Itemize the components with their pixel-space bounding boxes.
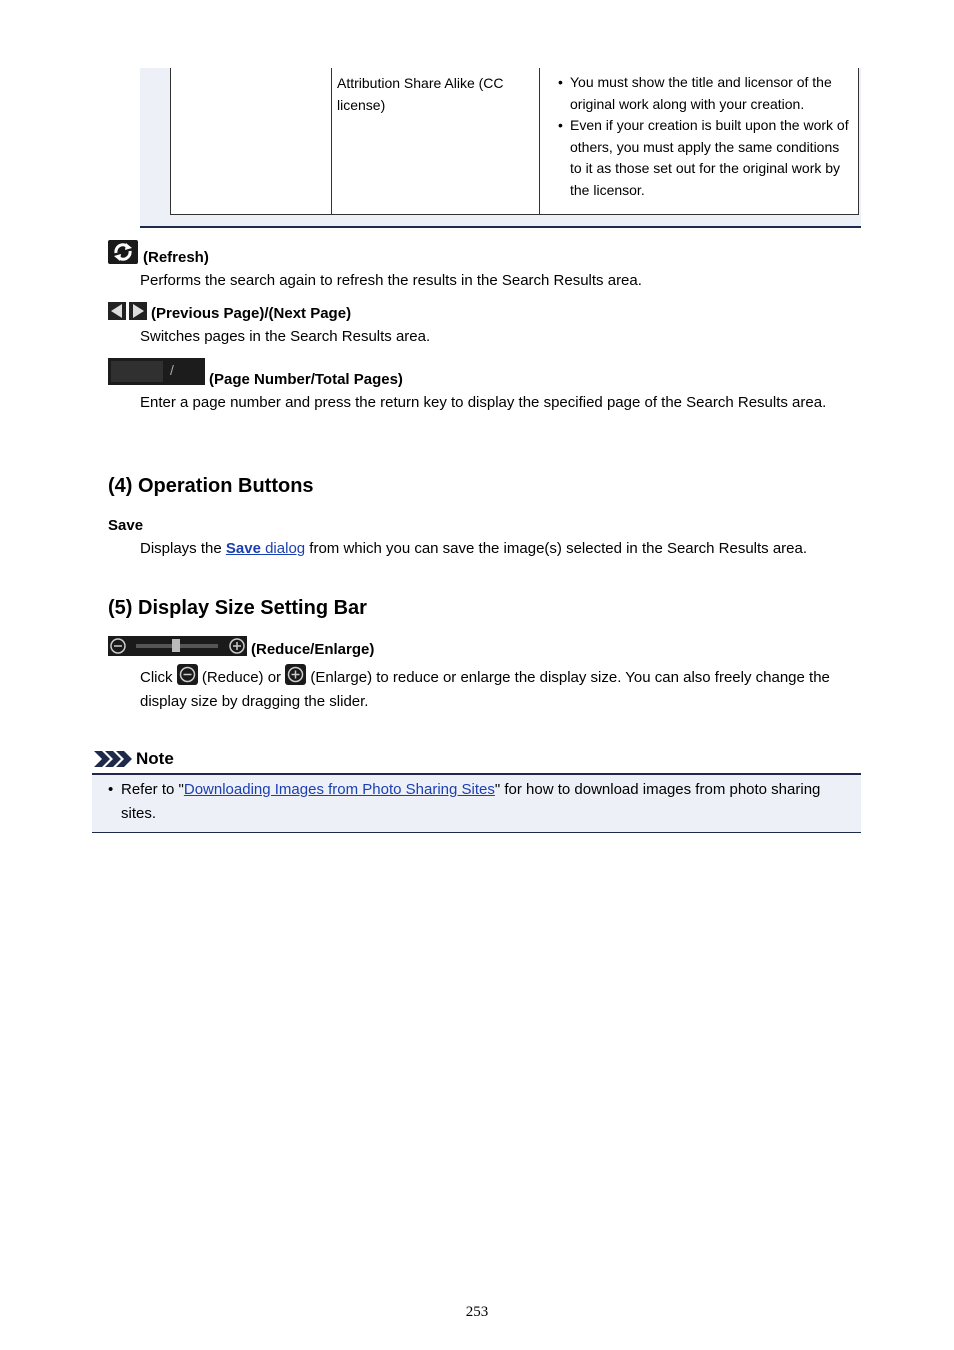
- table-cell-conditions: [540, 68, 858, 214]
- page-number: 253: [465, 1304, 489, 1320]
- save-title: Save: [108, 517, 144, 534]
- note-item: • Refer to "Downloading Images from Photo Sharing Sites" for how to download images from photo sharing sites.: [108, 781, 821, 822]
- note-box: [92, 775, 861, 833]
- reduce-icon: [177, 664, 198, 685]
- list-item: • You must show the title and licensor of the original work along with your creation.: [558, 72, 850, 115]
- conditions-list: [558, 72, 850, 201]
- downloading-images-link[interactable]: Downloading Images from Photo Sharing Sites: [183, 781, 495, 798]
- prevnext-label: (Previous Page)/(Next Page): [151, 305, 352, 322]
- prevnext-description: Switches pages in the Search Results area.: [140, 328, 431, 345]
- table-cell-license: Attribution Share Alike (CC license): [332, 68, 540, 214]
- pagenum-description: Enter a page number and press the return key to display the specified page of the Search Results area.: [140, 394, 827, 411]
- refresh-icon: [108, 240, 138, 264]
- enlarge-icon: [285, 664, 306, 685]
- save-dialog-link[interactable]: Save dialog: [225, 540, 306, 557]
- table-cell-empty: [171, 68, 332, 214]
- page-number-input-graphic: [111, 361, 163, 382]
- list-item: • Even if your creation is built upon the work of others, you must apply the same conditions to it as those set out for the original work by the licensor.: [558, 115, 850, 201]
- save-description: Displays the Save dialog from which you can save the image(s) selected in the Search Results area.: [140, 540, 808, 557]
- page-number-field-icon: [108, 358, 205, 385]
- refresh-label: (Refresh): [143, 249, 209, 266]
- license-table: [170, 68, 859, 215]
- note-header: [92, 746, 861, 774]
- section-heading-display-size: (5) Display Size Setting Bar: [108, 597, 367, 619]
- reduce-enlarge-label: (Reduce/Enlarge): [251, 641, 375, 658]
- reduce-enlarge-description: Click (Reduce) or (Enlarge) to reduce or enlarge the display size. You can also freely change the display size by dragging the slider.: [140, 664, 852, 714]
- note-arrow-icon: [94, 751, 134, 771]
- previous-page-icon: [108, 302, 126, 320]
- page-separator: /: [170, 362, 174, 378]
- section-heading-operation-buttons: (4) Operation Buttons: [108, 475, 314, 497]
- pagenum-label: (Page Number/Total Pages): [209, 371, 403, 388]
- next-page-icon: [129, 302, 147, 320]
- note-title: Note: [136, 749, 174, 768]
- refresh-description: Performs the search again to refresh the results in the Search Results area.: [140, 272, 642, 289]
- display-size-slider-icon: [108, 636, 247, 656]
- table-divider: [140, 226, 861, 228]
